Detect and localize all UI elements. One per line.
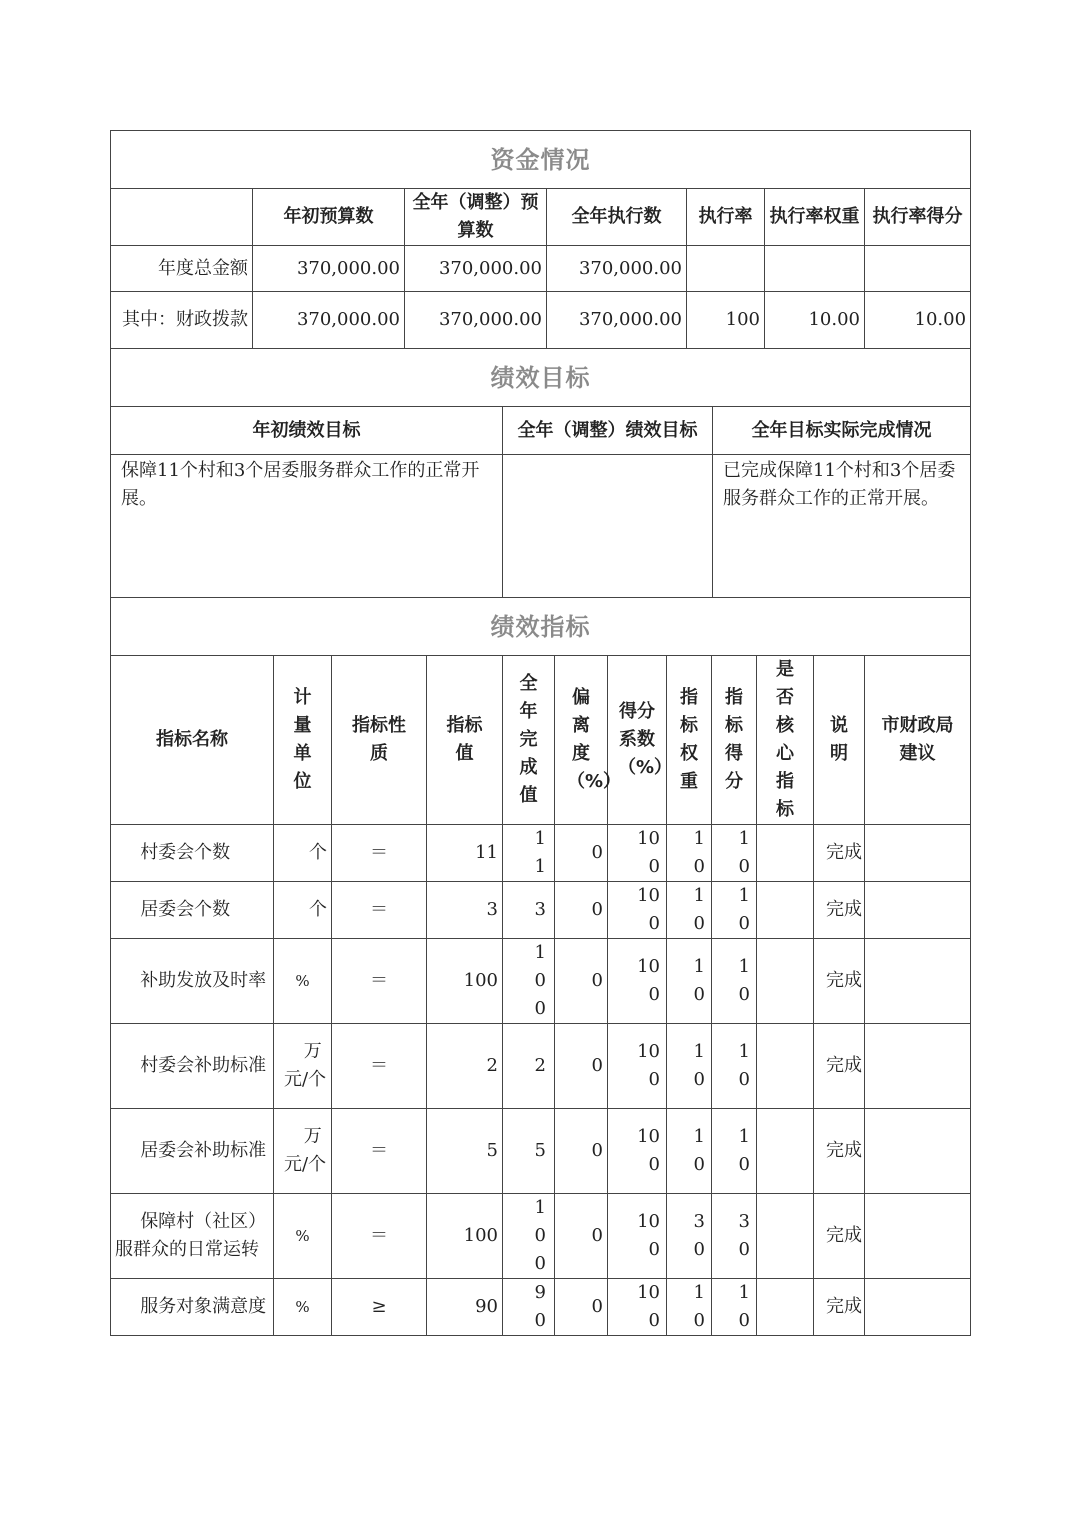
ind-advice (865, 1024, 971, 1109)
ind-note: 完成 (814, 939, 865, 1024)
ind-score: 10 (712, 1109, 757, 1194)
ind-weight: 10 (667, 939, 712, 1024)
ind-core (757, 825, 814, 882)
ind-target: 100 (427, 939, 503, 1024)
ind-header-unit: 计量单位 (274, 656, 332, 825)
ind-deviation: 0 (555, 1109, 608, 1194)
funds-section-title: 资金情况 (111, 131, 971, 189)
goals-table (110, 349, 971, 598)
funds-row-total (111, 246, 971, 292)
ind-deviation: 0 (555, 825, 608, 882)
ind-actual: 11 (503, 825, 555, 882)
ind-name: 村委会个数 (111, 825, 274, 882)
funds-header-adjusted: 全年（调整）预算数 (405, 189, 547, 246)
ind-core (757, 939, 814, 1024)
goals-adjusted-text (503, 455, 713, 598)
ind-advice (865, 882, 971, 939)
table-row (111, 939, 971, 1024)
ind-name: 居委会补助标准 (111, 1109, 274, 1194)
ind-score: 10 (712, 882, 757, 939)
ind-unit: 万元/个 (274, 1109, 332, 1194)
ind-score: 10 (712, 1024, 757, 1109)
funds-weight (765, 246, 865, 292)
ind-unit: 个 (274, 882, 332, 939)
ind-coef: 100 (608, 1194, 667, 1279)
ind-nature: ＝ (332, 825, 427, 882)
ind-nature: ＝ (332, 1109, 427, 1194)
funds-row-fiscal (111, 292, 971, 349)
ind-coef: 100 (608, 825, 667, 882)
ind-core (757, 1024, 814, 1109)
table-row (111, 1024, 971, 1109)
ind-score: 10 (712, 939, 757, 1024)
ind-coef: 100 (608, 939, 667, 1024)
funds-rate: 100 (687, 292, 765, 349)
indicators-table (110, 598, 971, 1336)
ind-header-name: 指标名称 (111, 656, 274, 825)
table-row (111, 882, 971, 939)
funds-table (110, 130, 971, 349)
ind-actual: 100 (503, 1194, 555, 1279)
goals-header-actual: 全年目标实际完成情况 (713, 407, 971, 455)
ind-score: 10 (712, 825, 757, 882)
goals-header-adjusted: 全年（调整）绩效目标 (503, 407, 713, 455)
ind-target: 3 (427, 882, 503, 939)
ind-nature: ＝ (332, 1194, 427, 1279)
ind-unit: % (274, 939, 332, 1024)
ind-name: 村委会补助标准 (111, 1024, 274, 1109)
report-page (110, 130, 970, 1336)
ind-weight: 10 (667, 1279, 712, 1336)
ind-actual: 5 (503, 1109, 555, 1194)
ind-target: 90 (427, 1279, 503, 1336)
ind-nature: ＝ (332, 1024, 427, 1109)
funds-header-score: 执行率得分 (865, 189, 971, 246)
ind-target: 2 (427, 1024, 503, 1109)
ind-core (757, 882, 814, 939)
ind-header-coef: 得分系数（%） (608, 656, 667, 825)
ind-header-score: 指标得分 (712, 656, 757, 825)
ind-note: 完成 (814, 1279, 865, 1336)
funds-initial: 370,000.00 (253, 246, 405, 292)
ind-coef: 100 (608, 1279, 667, 1336)
table-row (111, 1279, 971, 1336)
funds-adjusted: 370,000.00 (405, 246, 547, 292)
funds-executed: 370,000.00 (547, 292, 687, 349)
ind-coef: 100 (608, 1024, 667, 1109)
ind-header-advice: 市财政局建议 (865, 656, 971, 825)
ind-name: 保障村（社区）服群众的日常运转 (111, 1194, 274, 1279)
ind-score: 30 (712, 1194, 757, 1279)
goals-actual-text: 已完成保障11个村和3个居委服务群众工作的正常开展。 (713, 455, 971, 598)
ind-core (757, 1279, 814, 1336)
ind-target: 100 (427, 1194, 503, 1279)
funds-header-executed: 全年执行数 (547, 189, 687, 246)
goals-section-title: 绩效目标 (111, 349, 971, 407)
ind-name: 服务对象满意度 (111, 1279, 274, 1336)
ind-advice (865, 1194, 971, 1279)
indicators-section-title: 绩效指标 (111, 598, 971, 656)
funds-row-label: 其中：财政拨款 (111, 292, 253, 349)
ind-target: 5 (427, 1109, 503, 1194)
ind-advice (865, 1109, 971, 1194)
ind-deviation: 0 (555, 882, 608, 939)
ind-weight: 10 (667, 1109, 712, 1194)
ind-weight: 10 (667, 825, 712, 882)
funds-score: 10.00 (865, 292, 971, 349)
ind-unit: % (274, 1279, 332, 1336)
ind-header-core: 是否核心指标 (757, 656, 814, 825)
funds-row-label: 年度总金额 (111, 246, 253, 292)
ind-unit: 个 (274, 825, 332, 882)
ind-actual: 100 (503, 939, 555, 1024)
funds-initial: 370,000.00 (253, 292, 405, 349)
funds-rate (687, 246, 765, 292)
ind-deviation: 0 (555, 939, 608, 1024)
ind-note: 完成 (814, 882, 865, 939)
ind-nature: ＝ (332, 939, 427, 1024)
ind-note: 完成 (814, 1024, 865, 1109)
ind-deviation: 0 (555, 1024, 608, 1109)
ind-core (757, 1109, 814, 1194)
ind-header-nature: 指标性质 (332, 656, 427, 825)
ind-advice (865, 939, 971, 1024)
ind-header-deviation: 偏离度（%） (555, 656, 608, 825)
ind-note: 完成 (814, 825, 865, 882)
ind-coef: 100 (608, 882, 667, 939)
ind-core (757, 1194, 814, 1279)
funds-header-blank (111, 189, 253, 246)
ind-name: 居委会个数 (111, 882, 274, 939)
ind-actual: 3 (503, 882, 555, 939)
ind-nature: ＝ (332, 882, 427, 939)
ind-header-note: 说明 (814, 656, 865, 825)
ind-header-target: 指标值 (427, 656, 503, 825)
ind-target: 11 (427, 825, 503, 882)
ind-actual: 90 (503, 1279, 555, 1336)
ind-note: 完成 (814, 1194, 865, 1279)
ind-weight: 10 (667, 1024, 712, 1109)
ind-nature: ≥ (332, 1279, 427, 1336)
funds-weight: 10.00 (765, 292, 865, 349)
ind-unit: 万元/个 (274, 1024, 332, 1109)
funds-adjusted: 370,000.00 (405, 292, 547, 349)
ind-actual: 2 (503, 1024, 555, 1109)
funds-score (865, 246, 971, 292)
ind-advice (865, 1279, 971, 1336)
funds-header-rate: 执行率 (687, 189, 765, 246)
ind-deviation: 0 (555, 1194, 608, 1279)
ind-score: 10 (712, 1279, 757, 1336)
ind-unit: % (274, 1194, 332, 1279)
ind-deviation: 0 (555, 1279, 608, 1336)
ind-advice (865, 825, 971, 882)
funds-header-weight: 执行率权重 (765, 189, 865, 246)
ind-note: 完成 (814, 1109, 865, 1194)
funds-header-initial: 年初预算数 (253, 189, 405, 246)
ind-weight: 30 (667, 1194, 712, 1279)
ind-coef: 100 (608, 1109, 667, 1194)
ind-header-actual: 全年完成值 (503, 656, 555, 825)
ind-header-weight: 指标权重 (667, 656, 712, 825)
funds-executed: 370,000.00 (547, 246, 687, 292)
table-row (111, 1109, 971, 1194)
table-row (111, 1194, 971, 1279)
goals-header-initial: 年初绩效目标 (111, 407, 503, 455)
goals-initial-text: 保障11个村和3个居委服务群众工作的正常开展。 (111, 455, 503, 598)
table-row (111, 825, 971, 882)
ind-weight: 10 (667, 882, 712, 939)
ind-name: 补助发放及时率 (111, 939, 274, 1024)
